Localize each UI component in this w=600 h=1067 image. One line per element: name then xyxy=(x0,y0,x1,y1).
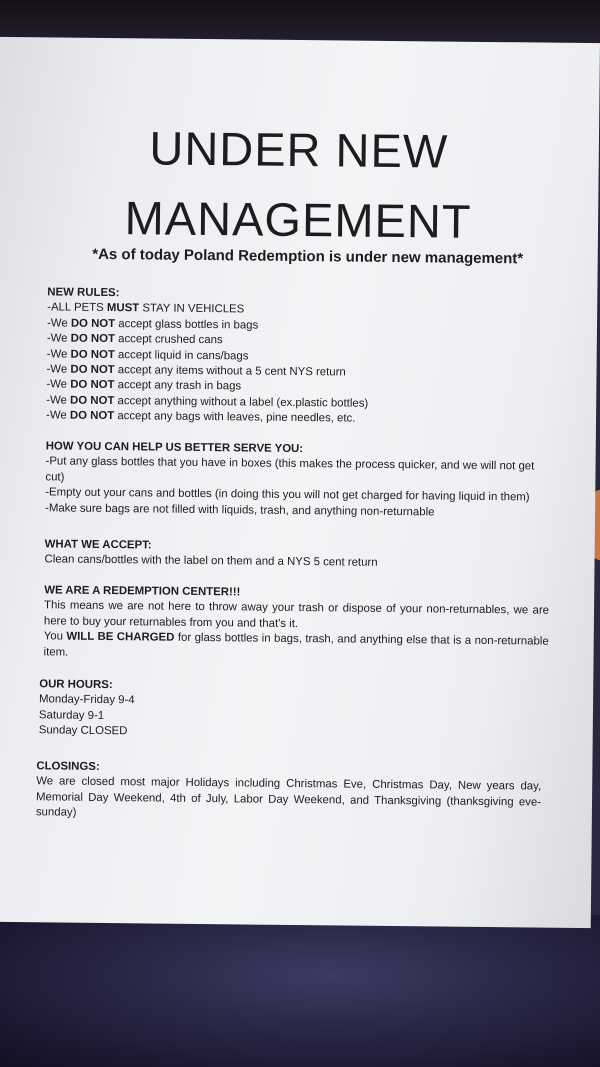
subtitle: *As of today Poland Redemption is under new management* xyxy=(92,245,524,268)
rule-item: -We DO NOT accept anything without a label (ex.plastic bottles) xyxy=(46,394,369,410)
closings-text: We are closed most major Holidays including Christmas Eve, Christmas Day, New years day, Memorial Day Weekend, 4th of July, Labor Day Weekend, and Thanksgiving (thanksgiving eve-sunday) xyxy=(35,775,542,819)
hours-section xyxy=(39,677,545,744)
new-rules-heading: NEW RULES: xyxy=(47,286,120,300)
accept-heading: WHAT WE ACCEPT: xyxy=(44,538,152,552)
rule-item: -We DO NOT accept glass bottles in bags xyxy=(46,317,259,332)
help-section xyxy=(45,439,551,521)
redemption-center-heading: WE ARE A REDEMPTION CENTER!!! xyxy=(44,584,241,599)
help-item: -Put any glass bottles that you have in boxes (this makes the process quicker, and we will not get cut) xyxy=(45,455,535,484)
help-heading: HOW YOU CAN HELP US BETTER SERVE YOU: xyxy=(45,440,304,456)
rule-item: -We DO NOT accept crushed cans xyxy=(46,332,223,347)
redemption-center-section xyxy=(43,583,549,665)
rule-item: -We DO NOT accept any items without a 5 cent NYS return xyxy=(46,363,346,379)
rule-item: -We DO NOT accept liquid in cans/bags xyxy=(46,347,249,363)
rule-item: -We DO NOT accept any trash in bags xyxy=(46,378,242,393)
redemption-center-text: This means we are not here to throw away your trash or dispose of your non-returnables, we are here to buy your returnables from you and that's it. xyxy=(43,599,550,630)
help-item: -Make sure bags are not filled with liquids, trash, and anything non-returnable xyxy=(45,501,435,519)
help-item: -Empty out your cans and bottles (in doing this you will not get charged for having liquid in them) xyxy=(45,486,530,504)
hours-line: Saturday 9-1 xyxy=(38,709,105,722)
rule-item: -We DO NOT accept any bags with leaves, pine needles, etc. xyxy=(45,409,356,425)
dark-fabric-background xyxy=(0,915,600,1067)
accept-text: Clean cans/bottles with the label on them and a NYS 5 cent return xyxy=(44,553,378,570)
closings-section xyxy=(36,759,542,826)
charge-warning: You WILL BE CHARGED for glass bottles in bags, trash, and anything else that is a non-returnable item. xyxy=(43,630,549,659)
title-line-1: UNDER NEW xyxy=(149,121,449,178)
hours-line: Sunday CLOSED xyxy=(38,724,128,738)
closings-heading: CLOSINGS: xyxy=(36,760,100,773)
title-line-2: MANAGEMENT xyxy=(124,191,472,248)
notice-paper xyxy=(0,37,600,928)
hours-line: Monday-Friday 9-4 xyxy=(39,693,135,707)
hours-heading: OUR HOURS: xyxy=(39,678,113,692)
new-rules-section xyxy=(46,285,552,429)
accept-section xyxy=(44,537,549,573)
rule-item: -ALL PETS MUST STAY IN VEHICLES xyxy=(47,301,245,316)
